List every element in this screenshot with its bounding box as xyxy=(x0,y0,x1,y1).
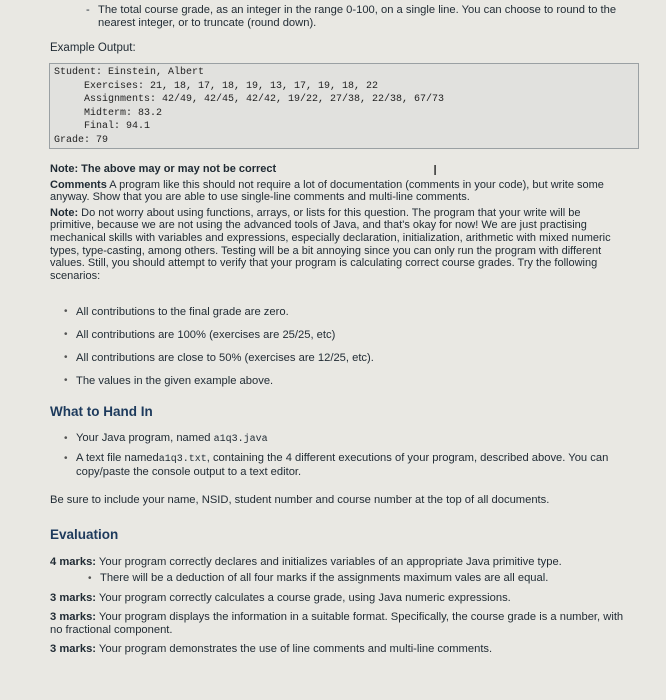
comments-paragraph: Comments A program like this should not require a lot of documentation (comments in your code), but write some anyway. Show that you are able to use single-line comments and multi-line comments. xyxy=(50,178,604,204)
code-line-grade: Grade: 79 xyxy=(54,134,109,146)
be-sure-note: Be sure to include your name, NSID, student number and course number at the top of all documents. xyxy=(50,494,550,506)
note-paragraph: Note: Do not worry about using functions, arrays, or lists for this question. The program that your write will be primitive, because we are not using the advanced tools of Java, and that's okay for now! We are just practising mechanical skills with variables and expressions, especially declaration, initialization, arithmetic with mixed numeric types, type-casting, among others. Testing will be a bit annoying since you can only run the program with different values. Still, you should attempt to verify that your program is calculating correct course grades. Try the following scenarios: xyxy=(50,206,611,282)
list-item: • All contributions are 100% (exercises are 25/25, etc) xyxy=(64,328,624,351)
rubric-row: 3 marks: Your program demonstrates the use of line comments and multi-line comments. xyxy=(50,643,493,655)
code-line-midterm: Midterm: 83.2 xyxy=(84,107,163,119)
code-line-exercises: Exercises: 21, 18, 17, 18, 19, 13, 17, 19, 18, 22 xyxy=(84,80,379,92)
rubric-row: 3 marks: Your program correctly calculates a course grade, using Java numeric expressions. xyxy=(50,592,511,604)
code-line-student: Student: Einstein, Albert xyxy=(54,67,205,78)
grade-bullet-text: The total course grade, as an integer in the range 0-100, on a single line. You can choose to round to the nearest integer, or to truncate (round down). xyxy=(98,4,617,29)
rubric-row: 4 marks: Your program correctly declares and initializes variables of an appropriate Java primitive type. xyxy=(50,556,562,568)
hand-in-heading: What to Hand In xyxy=(50,404,153,419)
scenario-list xyxy=(64,305,624,397)
example-output-code xyxy=(49,63,639,149)
example-output-label: Example Output: xyxy=(50,42,136,54)
list-item: • A text file nameda1q3.txt, containing the 4 different executions of your program, described above. You can copy/paste the console output to a text editor. xyxy=(64,452,634,479)
list-item: • Your Java program, named a1q3.java xyxy=(64,432,634,446)
evaluation-list xyxy=(50,556,630,662)
list-item: • All contributions are close to 50% (exercises are 12/25, etc). xyxy=(64,351,624,374)
notes-section xyxy=(50,163,618,285)
rubric-subpoint: • There will be a deduction of all four marks if the assignments maximum vales are all equal. xyxy=(50,572,630,585)
evaluation-heading: Evaluation xyxy=(50,527,119,542)
grade-bullet xyxy=(86,4,646,30)
dash-bullet: - xyxy=(86,4,90,16)
list-item: • The values in the given example above. xyxy=(64,374,624,397)
text-cursor-icon: I xyxy=(433,162,438,179)
note-correct: Note: The above may or may not be correct xyxy=(50,163,277,175)
code-line-final: Final: 94.1 xyxy=(84,121,151,133)
code-line-assignments: Assignments: 42/49, 42/45, 42/42, 19/22, 27/38, 22/38, 67/73 xyxy=(84,94,445,106)
list-item: • All contributions to the final grade are zero. xyxy=(64,305,624,328)
rubric-row: 3 marks: Your program displays the information in a suitable format. Specifically, the course grade is a number, with no fractional component. xyxy=(50,611,624,636)
hand-in-list xyxy=(64,432,634,485)
